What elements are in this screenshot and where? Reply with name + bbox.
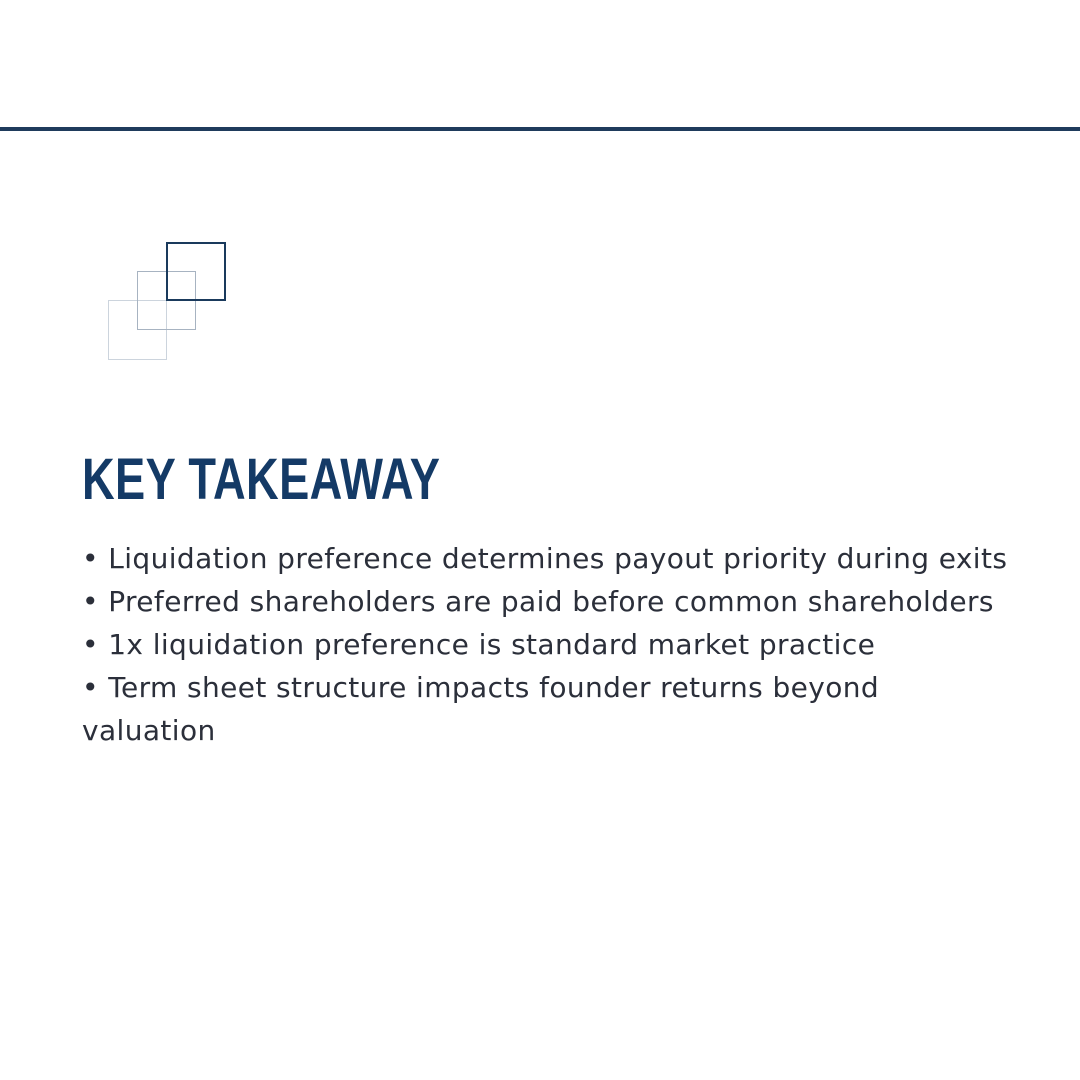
overlapping-squares-icon	[0, 0, 300, 400]
takeaway-list	[82, 537, 1017, 752]
takeaway-item: • Term sheet structure impacts founder returns beyond valuation	[82, 671, 880, 747]
takeaway-item: • 1x liquidation preference is standard market practice	[82, 628, 876, 661]
page-title: KEY TAKEAWAY	[82, 447, 441, 512]
takeaway-item: • Preferred shareholders are paid before common shareholders	[82, 585, 994, 618]
takeaway-item: • Liquidation preference determines payout priority during exits	[82, 542, 1008, 575]
front-square	[166, 242, 226, 301]
